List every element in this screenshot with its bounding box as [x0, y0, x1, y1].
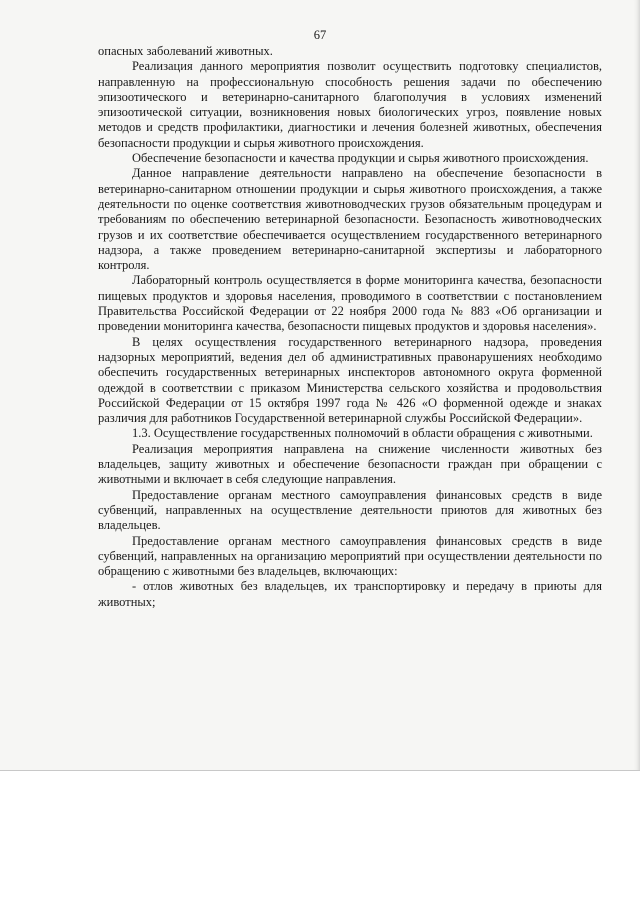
paragraph: Лабораторный контроль осуществляется в форме мониторинга качества, безопасности пищевых продуктов и здоровья населения, проводимого в соответствии с постановлением Правительства Российской Федерации от 22 ноября 2000 года № 883 «Об организации и проведении мониторинга качества, безопасности пищевых продуктов и здоровья населения». — [98, 273, 602, 334]
paragraph: Предоставление органам местного самоуправления финансовых средств в виде субвенций, направленных на осуществление деятельности приютов для животных без владельцев. — [98, 487, 602, 533]
paragraph: Реализация данного мероприятия позволит осуществить подготовку специалистов, направленную на профессиональную способность решения задачи по обеспечению эпизоотического и ветеринарно-санитарного благополучия в условиях изменений эпизоотической ситуации, возникновения новых биологических угроз, появление новых методов и средств профилактики, диагностики и лечения болезней животных, обеспечения безопасности продукции и сырья животного происхождения. — [98, 59, 602, 150]
page-number: 67 — [313, 28, 327, 42]
document-body — [98, 44, 602, 610]
paragraph: Данное направление деятельности направлено на обеспечение безопасности в ветеринарно-санитарном отношении продукции и сырья животного происхождения, а также деятельности по оценке соответствия животноводческих грузов обязательным процедурам и требованиям по обеспечению ветеринарной безопасности. Безопасность животноводческих грузов и их соответствие обеспечивается осуществлением государственного ветеринарного надзора, а также проведением ветеринарно-санитарной экспертизы и лабораторного контроля. — [98, 166, 602, 273]
paragraph: Реализация мероприятия направлена на снижение численности животных без владельцев, защиту животных и обеспечение безопасности граждан при обращении с животными и включает в себя следующие направления. — [98, 441, 602, 487]
paragraph-subheading: Обеспечение безопасности и качества продукции и сырья животного происхождения. — [132, 151, 589, 166]
paragraph: В целях осуществления государственного ветеринарного надзора, проведения надзорных мероприятий, ведения дел об административных правонарушениях необходимо обеспечить государственных ветеринарных инспекторов автономного округа форменной одеждой в соответствии с приказом Министерства сельского хозяйства и продовольствия Российской Федерации от 15 октября 1997 года № 426 «О форменной одежде и знаках различия для работников Государственной ветеринарной службы Российской Федерации». — [98, 334, 602, 426]
list-item: - отлов животных без владельцев, их транспортировку и передачу в приюты для животных; — [98, 579, 602, 609]
paragraph-continuation: опасных заболеваний животных. — [98, 44, 273, 58]
section-heading: 1.3. Осуществление государственных полномочий в области обращения с животными. — [132, 426, 593, 441]
paragraph: Предоставление органам местного самоуправления финансовых средств в виде субвенций, направленных на организацию мероприятий при осуществлении деятельности по обращению с животными без владельцев, включающих: — [98, 533, 602, 579]
